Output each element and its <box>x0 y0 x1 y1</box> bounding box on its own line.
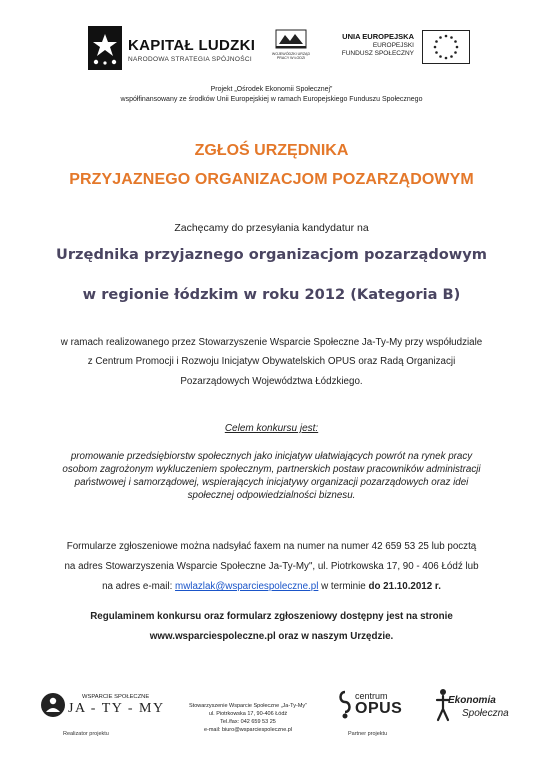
organizer-line-3: Pozarządowych Województwa Łódzkiego. <box>180 376 363 387</box>
kapital-ludzki-subtitle: NARODOWA STRATEGIA SPÓJNOŚCI <box>128 56 252 63</box>
award-title-line-2: w regionie łódzkim w roku 2012 (Kategoria B) <box>82 286 461 303</box>
contact-org-name: Stowarzyszenie Wsparcie Społeczne „Ja-Ty-My” <box>189 703 307 709</box>
realizator-caption: Realizator projektu <box>63 731 109 737</box>
partner-caption: Partner projektu <box>348 731 388 737</box>
forms-line-2: na adres Stowarzyszenia Wsparcie Społeczne Ja-Ty-My", ul. Piotrkowska 17, 90 - 406 Łódź lub <box>64 561 479 572</box>
award-title-line-1: Urzędnika przyjaznego organizacjom pozarządowym <box>56 246 487 263</box>
wojewodztwo-caption: WOJEWÓDZKI URZĄD PRACY W ŁODZI <box>271 52 311 61</box>
eu-line-1: UNIA EUROPEJSKA <box>342 32 414 41</box>
headline-title: ZGŁOŚ URZĘDNIKA <box>194 142 349 159</box>
organizer-line-2: z Centrum Promocji i Rozwoju Inicjatyw Obywatelskich OPUS oraz Radą Organizacji <box>87 356 456 367</box>
eu-line-3: FUNDUSZ SPOŁECZNY <box>341 50 414 57</box>
ekonomia-logo <box>432 687 517 727</box>
submission-deadline: do 21.10.2012 r. <box>368 581 441 592</box>
kapital-ludzki-emblem-icon <box>88 26 122 70</box>
forms-line-1: Formularze zgłoszeniowe można nadsyłać faxem na numer na numer 42 659 53 25 lub pocztą <box>66 541 477 552</box>
wojewodztwo-crest-icon <box>270 28 312 52</box>
opus-big-text: OPUS <box>355 700 403 717</box>
opus-small-text: centrum <box>355 691 388 701</box>
ekonomia-text-1: Ekonomia <box>448 695 496 706</box>
goal-line-3: państwowej i samorządowej, wspierających inicjatywy organizacji pozarządowych oraz idei <box>74 477 469 488</box>
goal-line-4: społecznej odpowiedzialności biznesu. <box>187 490 356 501</box>
eu-line-2: EUROPEJSKI <box>372 42 414 49</box>
eu-logo <box>334 28 474 68</box>
contact-email-link[interactable]: mwlazlak@wsparciespoleczne.pl <box>175 581 319 592</box>
project-line-1: Projekt „Ośrodek Ekonomii Społecznej” <box>210 86 333 93</box>
opus-mark-icon <box>337 690 353 720</box>
kapital-ludzki-title: KAPITAŁ LUDZKI <box>128 37 256 54</box>
contact-phone: Tel./fax: 042 659 53 25 <box>220 719 276 725</box>
jatymy-name: JA - TY - MY <box>68 701 165 716</box>
goal-line-1: promowanie przedsiębiorstw społecznych jako inicjatyw ułatwiających powrót na rynek pracy <box>70 451 473 462</box>
forms-email-prefix: na adres e-mail: <box>102 581 176 592</box>
jatymy-top-text: WSPARCIE SPOŁECZNE <box>82 694 150 700</box>
organizer-line-1: w ramach realizowanego przez Stowarzyszenie Wsparcie Społeczne Ja-Ty-My przy współudziale <box>60 337 483 348</box>
rules-line-2: www.wsparciespoleczne.pl oraz w naszym Urzędzie. <box>149 631 394 642</box>
intro-text: Zachęcamy do przesyłania kandydatur na <box>174 222 369 234</box>
contact-email: e-mail: biuro@wsparciespoleczne.pl <box>203 727 293 733</box>
wojewodztwo-logo <box>270 28 312 68</box>
opus-logo <box>337 690 407 724</box>
eu-flag-icon <box>422 30 470 64</box>
project-line-2: współfinansowany ze środków Unii Europejskiej w ramach Europejskiego Funduszu Społecznego <box>120 96 423 103</box>
goal-line-2: osobom zagrożonym wykluczeniem społecznym, partnerskich postaw pracowników administracji <box>62 464 481 475</box>
jatymy-badge-icon <box>40 692 66 718</box>
jatymy-logo <box>40 692 165 722</box>
forms-line-3 <box>0 581 543 592</box>
goal-heading: Celem konkursu jest: <box>224 423 319 434</box>
headline-subtitle: PRZYJAZNEGO ORGANIZACJOM POZARZĄDOWYM <box>69 171 474 188</box>
forms-deadline-prefix: w terminie <box>318 581 369 592</box>
ekonomia-mark-icon <box>432 687 454 725</box>
rules-line-1: Regulaminem konkursu oraz formularz zgłoszeniowy dostępny jest na stronie <box>90 611 453 622</box>
kapital-ludzki-logo <box>88 26 268 74</box>
ekonomia-text-2: Społeczna <box>462 708 509 719</box>
contact-address: ul. Piotrkowska 17, 90-406 Łódź <box>208 711 288 717</box>
